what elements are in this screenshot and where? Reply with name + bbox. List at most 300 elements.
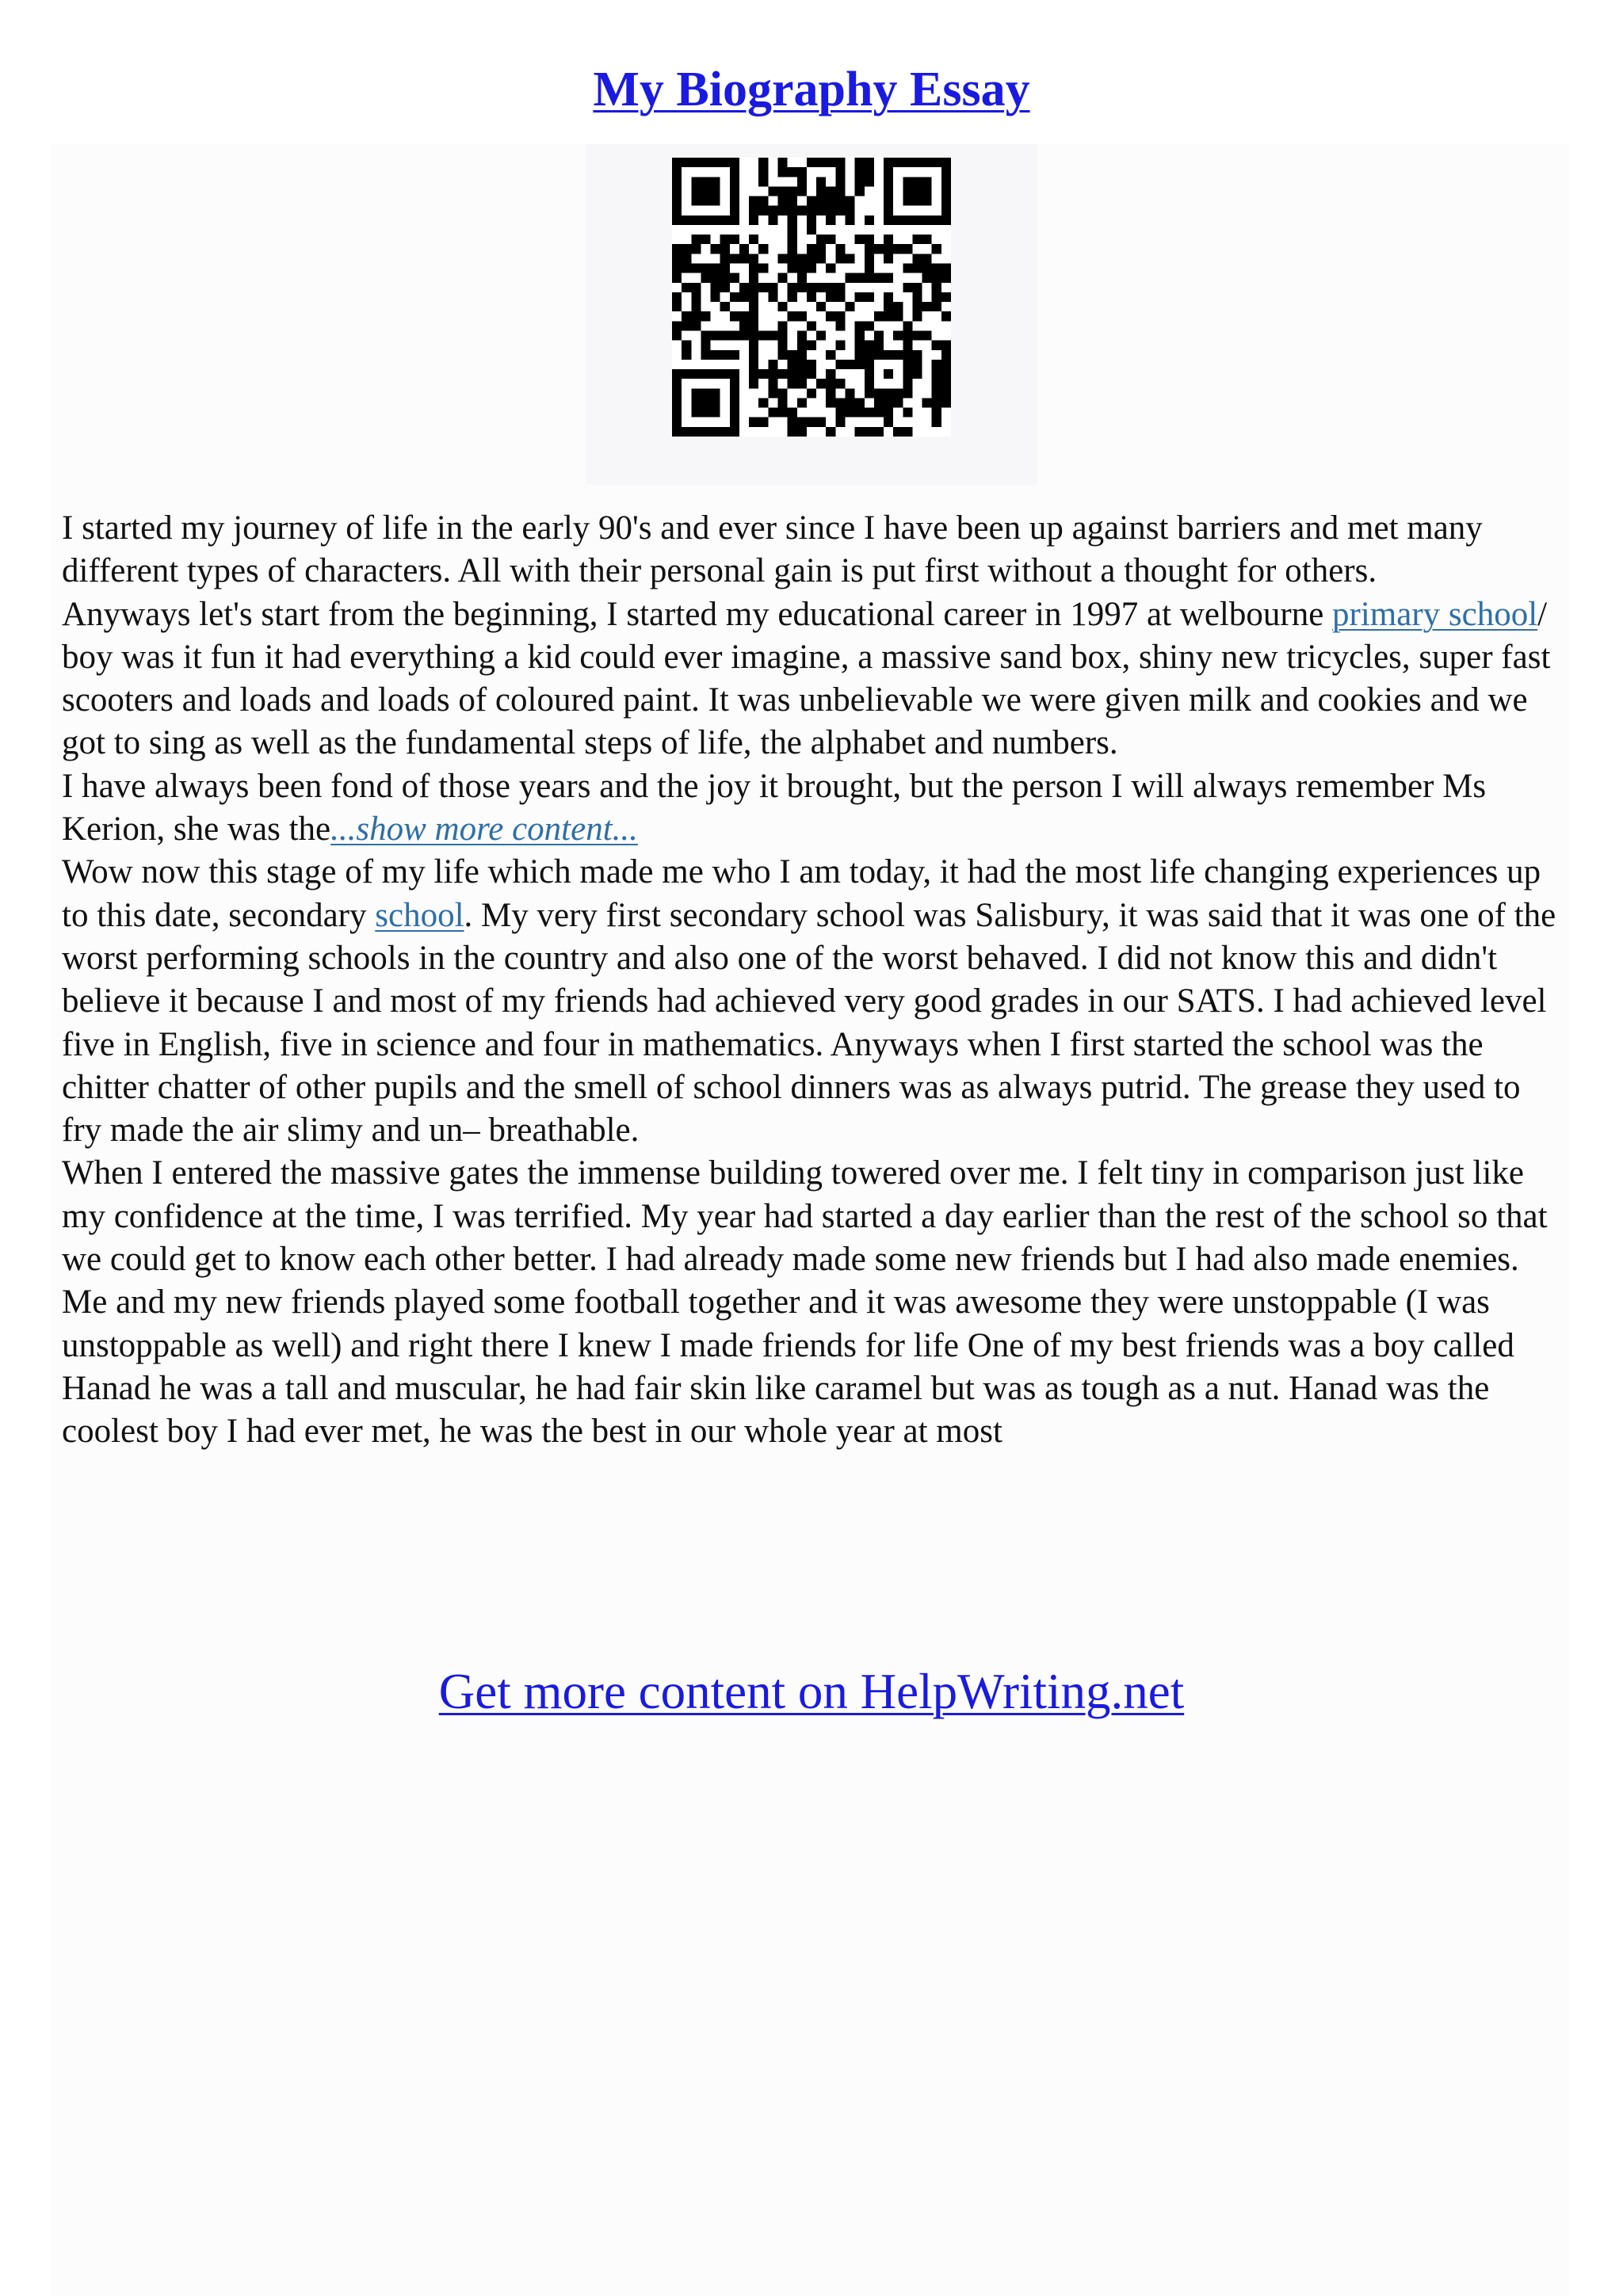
- qr-module: [932, 158, 941, 167]
- qr-module: [672, 273, 682, 283]
- qr-module: [816, 330, 826, 340]
- qr-module: [807, 341, 816, 350]
- qr-module: [922, 398, 932, 407]
- qr-module: [682, 311, 691, 321]
- qr-module: [778, 408, 788, 418]
- qr-module: [826, 235, 835, 244]
- qr-module: [922, 235, 932, 244]
- qr-module: [788, 418, 797, 427]
- qr-module: [845, 398, 854, 407]
- qr-module: [672, 302, 682, 311]
- qr-module: [682, 350, 691, 360]
- qr-module: [797, 206, 807, 215]
- qr-module: [739, 292, 749, 302]
- qr-module: [903, 379, 912, 388]
- qr-module: [865, 273, 874, 283]
- qr-module: [912, 158, 922, 167]
- qr-module: [788, 225, 797, 235]
- qr-module: [855, 350, 865, 360]
- qr-module: [835, 244, 845, 254]
- qr-module: [682, 283, 691, 292]
- qr-module: [788, 215, 797, 225]
- qr-module: [711, 283, 720, 292]
- qr-module: [826, 215, 835, 225]
- qr-module: [788, 292, 797, 302]
- qr-module: [932, 408, 941, 418]
- qr-module: [903, 196, 912, 206]
- qr-module: [884, 292, 893, 302]
- qr-module: [720, 427, 730, 437]
- qr-module: [768, 408, 777, 418]
- qr-module: [874, 273, 884, 283]
- qr-module: [797, 273, 807, 283]
- qr-module: [720, 283, 730, 292]
- qr-module: [691, 321, 701, 330]
- qr-module: [720, 350, 730, 360]
- qr-module: [903, 215, 912, 225]
- qr-module: [797, 341, 807, 350]
- qr-module: [941, 350, 951, 360]
- qr-module: [932, 418, 941, 427]
- qr-module: [865, 341, 874, 350]
- qr-module: [903, 427, 912, 437]
- qr-module: [797, 177, 807, 186]
- qr-module: [682, 369, 691, 379]
- qr-module: [720, 264, 730, 273]
- qr-module: [701, 427, 710, 437]
- qr-module: [758, 177, 768, 186]
- qr-module: [778, 341, 788, 350]
- qr-module: [932, 341, 941, 350]
- qr-module: [855, 341, 865, 350]
- qr-module: [932, 388, 941, 398]
- qr-module: [720, 369, 730, 379]
- qr-module: [865, 292, 874, 302]
- qr-module: [711, 369, 720, 379]
- qr-module: [749, 215, 758, 225]
- qr-module: [788, 311, 797, 321]
- qr-module: [912, 177, 922, 186]
- qr-module: [865, 379, 874, 388]
- qr-module: [758, 418, 768, 427]
- qr-module: [835, 341, 845, 350]
- qr-module: [932, 369, 941, 379]
- qr-module: [730, 369, 739, 379]
- qr-module: [768, 330, 777, 340]
- qr-module: [826, 388, 835, 398]
- qr-module: [778, 167, 788, 177]
- qr-module: [720, 273, 730, 283]
- qr-module: [797, 311, 807, 321]
- qr-module: [884, 244, 893, 254]
- qr-module: [922, 330, 932, 340]
- qr-module: [845, 273, 854, 283]
- qr-module: [720, 215, 730, 225]
- qr-module: [672, 264, 682, 273]
- qr-module: [788, 264, 797, 273]
- qr-module: [922, 302, 932, 311]
- qr-module: [749, 330, 758, 340]
- qr-module: [768, 283, 777, 292]
- qr-module: [758, 264, 768, 273]
- qr-module: [932, 273, 941, 283]
- qr-module: [797, 427, 807, 437]
- qr-module: [749, 418, 758, 427]
- qr-module: [932, 302, 941, 311]
- qr-module: [941, 206, 951, 215]
- qr-module: [835, 177, 845, 186]
- qr-module: [922, 186, 932, 196]
- qr-module: [912, 186, 922, 196]
- qr-module: [855, 177, 865, 186]
- essay-text: I have always been fond of those years and the joy it brought, but the person I will always remember Ms Kerion, she was the: [62, 767, 1487, 849]
- essay-text: . My very first secondary school was Salisbury, it was said that it was one of the worst performing schools in the country and also one of the worst behaved. I did not know this and didn't believe it because I and most of my friends had achieved very good grades in our SATS. I had achieved level five in English, five in science and four in mathematics. Anyways when I first started the school was the chitter chatter of other pupils and the smell of school dinners was as always putrid. The grease they used to fry made the air slimy and un– breathable.: [62, 896, 1556, 1150]
- qr-module: [941, 186, 951, 196]
- qr-module: [941, 369, 951, 379]
- essay-text: Anyways let's start from the beginning, I started my educational career in 1997 at welbourne: [62, 595, 1333, 633]
- qr-module: [711, 244, 720, 254]
- qr-module: [691, 369, 701, 379]
- qr-module: [778, 321, 788, 330]
- qr-module: [932, 379, 941, 388]
- qr-module: [758, 283, 768, 292]
- qr-module: [865, 264, 874, 273]
- qr-module: [855, 292, 865, 302]
- title-link[interactable]: My Biography Essay: [593, 63, 1030, 116]
- qr-module: [797, 350, 807, 360]
- qr-module: [884, 186, 893, 196]
- qr-module: [778, 302, 788, 311]
- primary-school-link[interactable]: primary school: [1332, 595, 1538, 633]
- qr-module: [730, 196, 739, 206]
- qr-module: [855, 235, 865, 244]
- qr-module: [788, 235, 797, 244]
- qr-module: [826, 264, 835, 273]
- qr-module: [874, 244, 884, 254]
- qr-module: [884, 196, 893, 206]
- qr-module: [835, 292, 845, 302]
- qr-module: [701, 408, 710, 418]
- qr-module: [835, 311, 845, 321]
- qr-code-panel: [586, 144, 1037, 485]
- qr-module: [826, 206, 835, 215]
- essay-text: Wow now this stage of my life which made me who I am today, it had the most life changing experiences up to this date, secondary: [62, 853, 1541, 934]
- qr-module: [884, 398, 893, 407]
- qr-module: [758, 158, 768, 167]
- qr-module: [807, 321, 816, 330]
- qr-module: [835, 158, 845, 167]
- qr-module: [807, 215, 816, 225]
- qr-module: [807, 244, 816, 254]
- qr-module: [941, 360, 951, 369]
- qr-module: [922, 158, 932, 167]
- qr-module: [711, 158, 720, 167]
- qr-module: [807, 225, 816, 235]
- qr-module: [758, 330, 768, 340]
- qr-module: [768, 369, 777, 379]
- qr-module: [816, 206, 826, 215]
- qr-module: [903, 177, 912, 186]
- qr-module: [691, 177, 701, 186]
- qr-module: [845, 215, 854, 225]
- qr-module: [749, 283, 758, 292]
- qr-module: [903, 330, 912, 340]
- qr-module: [884, 369, 893, 379]
- qr-module: [816, 244, 826, 254]
- qr-module: [941, 388, 951, 398]
- qr-module: [691, 408, 701, 418]
- qr-module: [730, 427, 739, 437]
- qr-module: [835, 418, 845, 427]
- qr-module: [720, 244, 730, 254]
- qr-module: [884, 273, 893, 283]
- qr-module: [912, 292, 922, 302]
- qr-module: [865, 215, 874, 225]
- qr-module: [749, 273, 758, 283]
- qr-module: [941, 398, 951, 407]
- qr-module: [749, 379, 758, 388]
- qr-module: [778, 398, 788, 407]
- qr-module: [893, 215, 903, 225]
- qr-module: [845, 206, 854, 215]
- qr-module: [797, 360, 807, 369]
- qr-module: [816, 235, 826, 244]
- qr-module: [816, 254, 826, 263]
- qr-module: [874, 398, 884, 407]
- qr-module: [903, 283, 912, 292]
- qr-module: [672, 292, 682, 302]
- qr-module: [711, 264, 720, 273]
- essay-body: [62, 507, 1560, 1454]
- get-more-content-link[interactable]: Get more content on HelpWriting.net: [438, 1664, 1185, 1719]
- qr-module: [749, 235, 758, 244]
- qr-module: [855, 273, 865, 283]
- show-more-content-link[interactable]: ...show more content...: [330, 810, 638, 849]
- qr-module: [672, 167, 682, 177]
- qr-module: [884, 167, 893, 177]
- qr-module: [893, 398, 903, 407]
- qr-module: [826, 292, 835, 302]
- qr-module: [730, 186, 739, 196]
- qr-module: [730, 254, 739, 263]
- qr-module: [903, 341, 912, 350]
- qr-module: [778, 206, 788, 215]
- qr-module: [730, 292, 739, 302]
- qr-module: [749, 292, 758, 302]
- qr-module: [797, 186, 807, 196]
- qr-module: [912, 302, 922, 311]
- qr-module: [691, 158, 701, 167]
- essay-paragraph: I started my journey of life in the early 90's and ever since I have been up against barriers and met many different types of characters. All with their personal gain is put first without a thought for others.: [62, 509, 1483, 590]
- qr-module: [691, 427, 701, 437]
- qr-module: [865, 369, 874, 379]
- qr-module: [865, 388, 874, 398]
- qr-module: [672, 196, 682, 206]
- qr-module: [672, 408, 682, 418]
- qr-module: [778, 330, 788, 340]
- qr-module: [874, 427, 884, 437]
- qr-module: [893, 244, 903, 254]
- qr-module: [807, 418, 816, 427]
- qr-module: [835, 408, 845, 418]
- qr-module: [672, 215, 682, 225]
- qr-module: [788, 283, 797, 292]
- qr-module: [855, 158, 865, 167]
- qr-module: [826, 186, 835, 196]
- qr-module: [720, 158, 730, 167]
- qr-module: [912, 235, 922, 244]
- qr-module: [941, 379, 951, 388]
- qr-module: [855, 427, 865, 437]
- qr-module: [711, 215, 720, 225]
- qr-module: [922, 264, 932, 273]
- qr-module: [749, 360, 758, 369]
- qr-module: [865, 254, 874, 263]
- qr-module: [672, 186, 682, 196]
- essay-paragraph: [62, 593, 1560, 765]
- qr-module: [865, 408, 874, 418]
- qr-module: [807, 158, 816, 167]
- qr-module: [884, 235, 893, 244]
- qr-module: [691, 215, 701, 225]
- qr-module: [932, 215, 941, 225]
- qr-module: [865, 350, 874, 360]
- qr-module: [845, 196, 854, 206]
- qr-module: [682, 244, 691, 254]
- qr-module: [739, 311, 749, 321]
- qr-module: [691, 283, 701, 292]
- qr-module: [826, 398, 835, 407]
- qr-module: [893, 311, 903, 321]
- qr-module: [835, 283, 845, 292]
- qr-module: [941, 158, 951, 167]
- qr-module: [672, 206, 682, 215]
- qr-module: [941, 167, 951, 177]
- qr-module: [941, 311, 951, 321]
- qr-module: [826, 311, 835, 321]
- qr-module: [845, 360, 854, 369]
- qr-module: [739, 254, 749, 263]
- qr-module: [816, 196, 826, 206]
- qr-module: [691, 292, 701, 302]
- qr-module: [855, 321, 865, 330]
- qr-module: [701, 158, 710, 167]
- qr-module: [730, 330, 739, 340]
- qr-module: [682, 264, 691, 273]
- qr-module: [711, 408, 720, 418]
- qr-module: [701, 177, 710, 186]
- qr-module: [672, 158, 682, 167]
- qr-module: [788, 427, 797, 437]
- qr-module: [749, 264, 758, 273]
- qr-module: [912, 350, 922, 360]
- qr-module: [932, 283, 941, 292]
- qr-module: [807, 196, 816, 206]
- qr-module: [816, 186, 826, 196]
- qr-module: [788, 369, 797, 379]
- qr-module: [739, 321, 749, 330]
- qr-module: [903, 350, 912, 360]
- qr-module: [903, 360, 912, 369]
- qr-module: [768, 360, 777, 369]
- qr-module: [711, 196, 720, 206]
- qr-module: [826, 283, 835, 292]
- essay-paragraph: [62, 765, 1560, 852]
- qr-module: [730, 273, 739, 283]
- qr-module: [701, 330, 710, 340]
- qr-module: [903, 186, 912, 196]
- qr-module: [701, 196, 710, 206]
- qr-module: [835, 360, 845, 369]
- qr-module: [691, 311, 701, 321]
- qr-module: [797, 264, 807, 273]
- qr-module: [682, 341, 691, 350]
- qr-module: [807, 264, 816, 273]
- qr-module: [855, 408, 865, 418]
- qr-module: [807, 369, 816, 379]
- qr-module: [835, 167, 845, 177]
- qr-module: [730, 167, 739, 177]
- school-link[interactable]: school: [375, 896, 464, 934]
- qr-module: [778, 273, 788, 283]
- qr-module: [884, 215, 893, 225]
- qr-module: [758, 369, 768, 379]
- qr-module: [691, 302, 701, 311]
- qr-module: [730, 398, 739, 407]
- qr-module: [730, 350, 739, 360]
- qr-module: [701, 215, 710, 225]
- qr-module: [749, 341, 758, 350]
- qr-module: [778, 186, 788, 196]
- qr-module: [701, 311, 710, 321]
- qr-module: [835, 398, 845, 407]
- qr-module: [730, 408, 739, 418]
- qr-module: [903, 369, 912, 379]
- qr-module: [912, 283, 922, 292]
- qr-module: [884, 254, 893, 263]
- qr-module: [912, 330, 922, 340]
- qr-module: [691, 244, 701, 254]
- qr-module: [730, 177, 739, 186]
- qr-module: [788, 350, 797, 360]
- qr-module: [807, 360, 816, 369]
- qr-module: [912, 215, 922, 225]
- qr-module: [691, 388, 701, 398]
- qr-module: [788, 186, 797, 196]
- qr-module: [701, 235, 710, 244]
- qr-module: [903, 158, 912, 167]
- qr-module: [778, 196, 788, 206]
- qr-module: [730, 158, 739, 167]
- qr-module: [912, 196, 922, 206]
- qr-module: [749, 369, 758, 379]
- qr-module: [941, 196, 951, 206]
- qr-module: [730, 418, 739, 427]
- qr-module: [941, 292, 951, 302]
- qr-module: [835, 186, 845, 196]
- qr-module: [768, 388, 777, 398]
- qr-module: [865, 321, 874, 330]
- qr-module: [922, 254, 932, 263]
- qr-module: [855, 167, 865, 177]
- qr-module: [672, 321, 682, 330]
- qr-module: [711, 330, 720, 340]
- qr-module: [816, 418, 826, 427]
- qr-module: [711, 398, 720, 407]
- page-title: [0, 54, 1623, 125]
- qr-module: [903, 264, 912, 273]
- qr-module: [874, 330, 884, 340]
